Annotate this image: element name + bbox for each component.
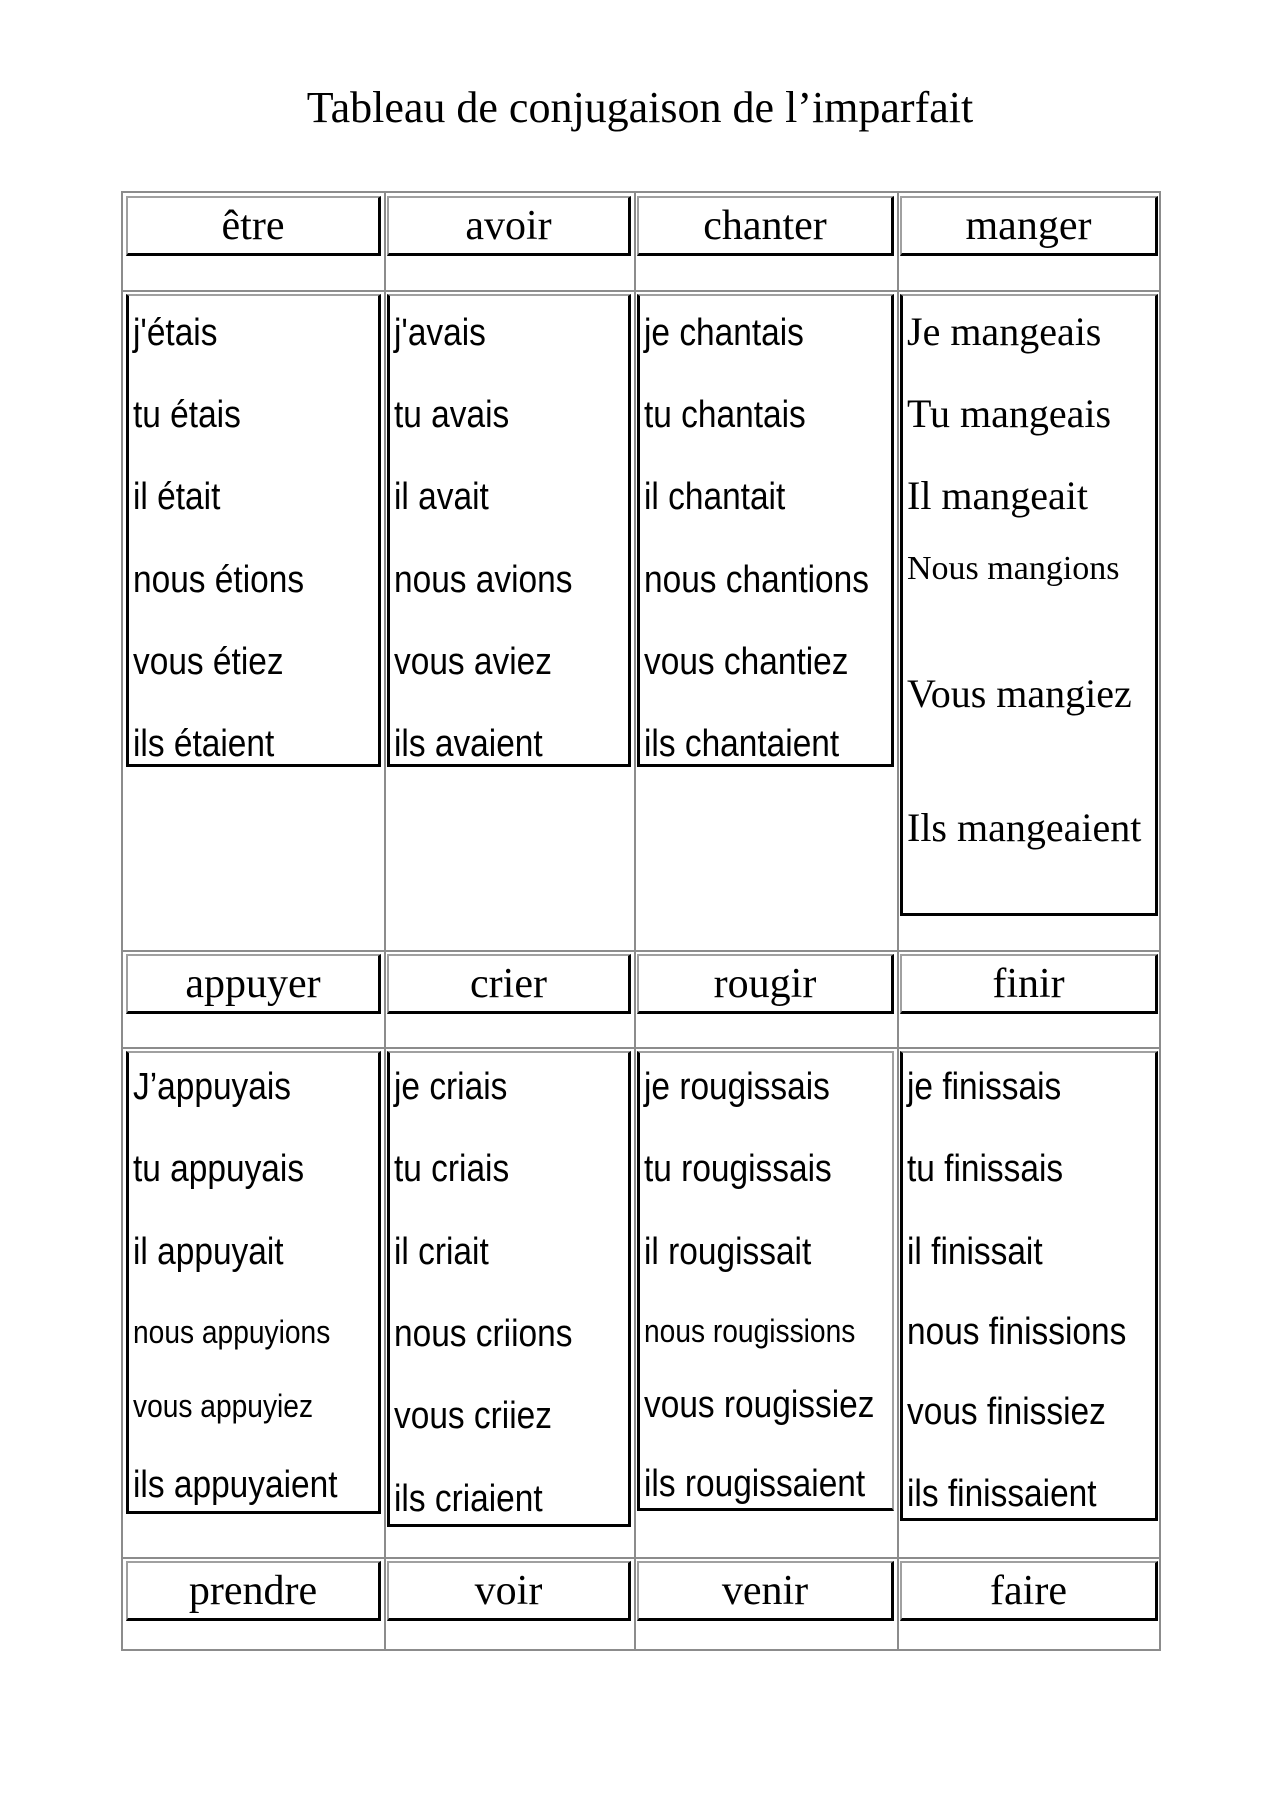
conjugation-line: Tu mangeais <box>907 391 1112 436</box>
conjugation-line: je chantais <box>644 312 804 354</box>
conjugation-line: il avait <box>394 476 489 518</box>
verb-header-manger: manger <box>900 196 1158 256</box>
conjugation-line: tu appuyais <box>133 1148 305 1190</box>
row-divider <box>123 1047 1159 1049</box>
conjugation-line: Vous mangiez <box>907 671 1132 716</box>
conjugation-line: il appuyait <box>133 1231 284 1273</box>
conjugation-line: il criait <box>394 1231 489 1273</box>
conjugation-line: il rougissait <box>644 1231 812 1273</box>
conjugation-line: vous appuyiez <box>133 1388 314 1424</box>
verb-header-faire: faire <box>900 1561 1158 1621</box>
conjugation-line: ils avaient <box>394 723 543 765</box>
column-divider <box>897 193 899 1649</box>
conjugation-line: vous criiez <box>394 1395 552 1437</box>
conjugation-line: ils chantaient <box>644 723 840 765</box>
conjugation-line: ils appuyaient <box>133 1464 338 1506</box>
conjugation-line: Je mangeais <box>907 309 1102 354</box>
conjugation-line: nous étions <box>133 559 305 601</box>
conjugation-line: je finissais <box>907 1066 1062 1108</box>
conjugation-line: ils criaient <box>394 1478 543 1520</box>
conjugation-table <box>121 191 1161 1651</box>
conjugation-line: tu rougissais <box>644 1148 832 1190</box>
verb-header-etre: être <box>126 196 381 256</box>
verb-header-avoir: avoir <box>387 196 631 256</box>
conjugation-line: nous finissions <box>907 1311 1127 1353</box>
conjugation-line: tu chantais <box>644 394 806 436</box>
conjugation-line: nous criions <box>394 1313 573 1355</box>
conjugation-line: ils finissaient <box>907 1473 1097 1515</box>
conjugation-line: nous rougissions <box>644 1313 856 1349</box>
conjugation-line: Il mangeait <box>907 473 1089 518</box>
conjugation-line: vous rougissiez <box>644 1384 875 1426</box>
row-divider <box>123 1557 1159 1559</box>
conjugation-line: J’appuyais <box>133 1066 292 1108</box>
conjugation-line: Nous mangions <box>907 550 1120 587</box>
verb-header-appuyer: appuyer <box>126 954 381 1014</box>
conjugation-box-manger <box>900 294 1158 916</box>
conjugation-line: nous chantions <box>644 559 869 601</box>
conjugation-line: nous avions <box>394 559 573 601</box>
conjugation-line: tu avais <box>394 394 510 436</box>
conjugation-line: tu étais <box>133 394 241 436</box>
conjugation-line: tu finissais <box>907 1148 1064 1190</box>
conjugation-box-rougir <box>637 1051 894 1511</box>
conjugation-line: vous étiez <box>133 641 284 683</box>
conjugation-line: je criais <box>394 1066 508 1108</box>
conjugation-box-crier <box>387 1051 631 1527</box>
row-divider <box>123 950 1159 952</box>
conjugation-line: nous appuyions <box>133 1314 331 1350</box>
column-divider <box>634 193 636 1649</box>
verb-header-rougir: rougir <box>637 954 894 1014</box>
verb-header-prendre: prendre <box>126 1561 381 1621</box>
conjugation-box-finir <box>900 1051 1158 1521</box>
conjugation-line: vous chantiez <box>644 641 849 683</box>
verb-header-finir: finir <box>900 954 1158 1014</box>
conjugation-line: j'étais <box>133 312 218 354</box>
conjugation-box-appuyer <box>126 1051 381 1514</box>
column-divider <box>384 193 386 1649</box>
conjugation-line: il finissait <box>907 1231 1043 1273</box>
verb-header-chanter: chanter <box>637 196 894 256</box>
verb-header-crier: crier <box>387 954 631 1014</box>
conjugation-line: Ils mangeaient <box>907 805 1142 850</box>
page-title: Tableau de conjugaison de l’imparfait <box>306 83 974 132</box>
conjugation-line: vous aviez <box>394 641 553 683</box>
conjugation-line: ils rougissaient <box>644 1463 866 1505</box>
conjugation-line: il chantait <box>644 476 786 518</box>
conjugation-box-avoir <box>387 294 631 767</box>
conjugation-box-chanter <box>637 294 894 767</box>
conjugation-line: il était <box>133 476 221 518</box>
conjugation-line: je rougissais <box>644 1066 830 1108</box>
conjugation-line: tu criais <box>394 1148 510 1190</box>
verb-header-voir: voir <box>387 1561 631 1621</box>
verb-header-venir: venir <box>637 1561 894 1621</box>
conjugation-line: j'avais <box>394 312 486 354</box>
conjugation-line: vous finissiez <box>907 1391 1106 1433</box>
conjugation-box-etre <box>126 294 381 767</box>
conjugation-line: ils étaient <box>133 723 275 765</box>
row-divider <box>123 290 1159 292</box>
